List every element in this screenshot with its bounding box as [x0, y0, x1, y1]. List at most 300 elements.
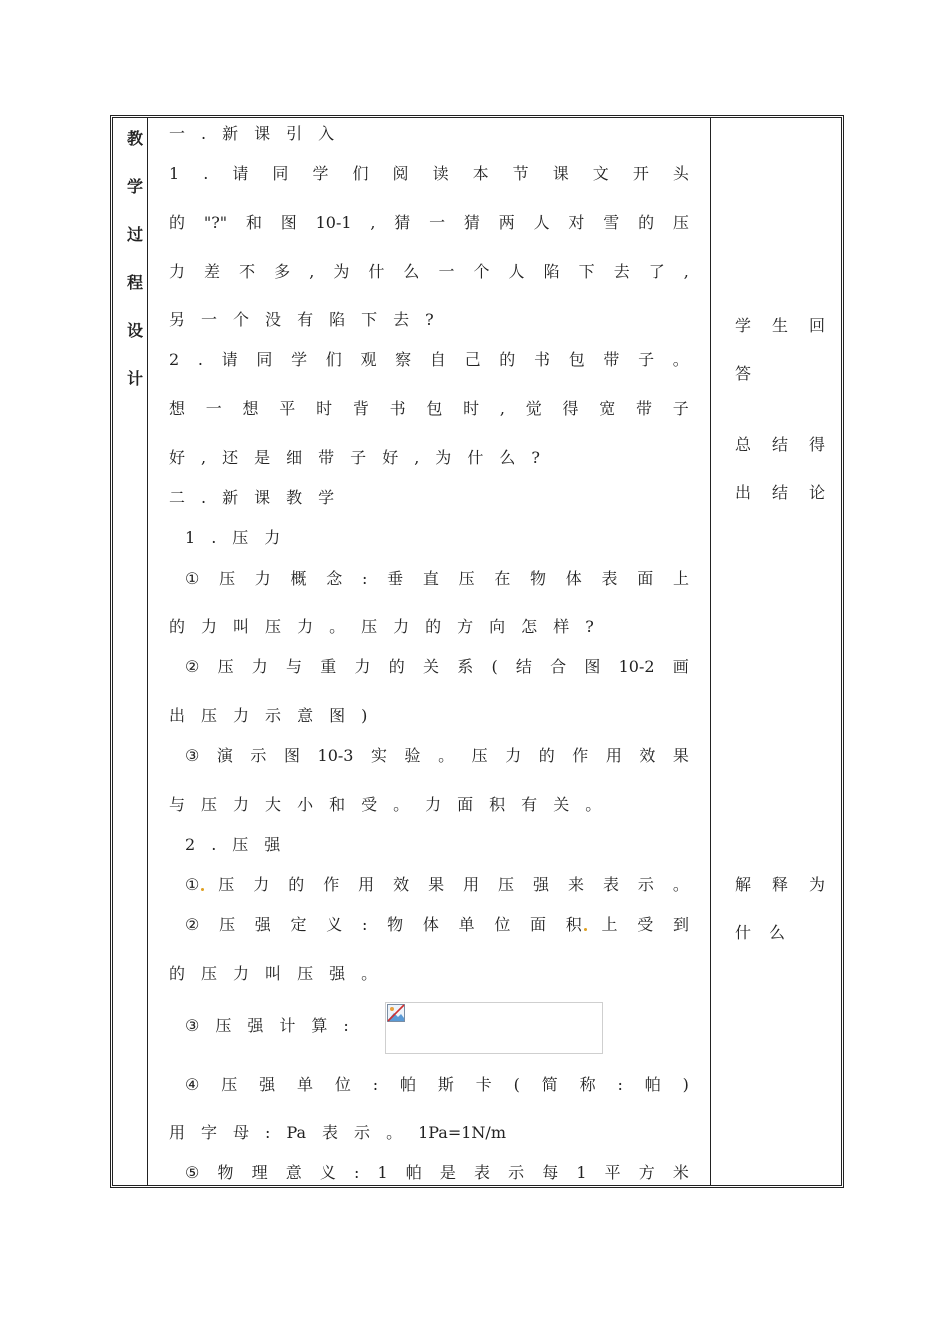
char: 们	[325, 350, 342, 369]
char: 图	[584, 657, 601, 676]
char: 强	[264, 835, 281, 854]
lesson-table	[110, 115, 844, 1188]
char: 结	[515, 657, 532, 676]
char: 论	[808, 483, 825, 502]
char: 面	[457, 795, 474, 814]
char: 2	[185, 835, 196, 854]
char: 子	[672, 399, 689, 418]
char: 斯	[437, 1075, 454, 1094]
char: 物	[387, 915, 404, 934]
char: 本	[472, 164, 489, 183]
char: 在	[494, 569, 511, 588]
char: 答	[735, 364, 752, 383]
char: 二	[169, 488, 186, 507]
char: 强	[329, 964, 346, 983]
char: 单	[296, 1075, 313, 1094]
char: 帕	[399, 1075, 416, 1094]
char: 压	[201, 795, 218, 814]
char: 与	[169, 795, 186, 814]
char: 叫	[233, 617, 250, 636]
mark-dot	[201, 888, 204, 891]
char: 背	[352, 399, 369, 418]
char: 向	[489, 617, 506, 636]
char: 2	[169, 350, 180, 369]
char: 系	[457, 657, 474, 676]
char: 用	[358, 875, 375, 894]
char: ④	[185, 1075, 200, 1094]
char: 压	[221, 1075, 238, 1094]
char: 么	[769, 923, 786, 942]
char: 。	[672, 875, 689, 894]
char: 多	[274, 262, 291, 281]
char: 带	[318, 448, 335, 467]
char: 强	[247, 1016, 264, 1035]
char: 积	[565, 915, 582, 934]
char: ⑤	[185, 1163, 200, 1182]
char: 生	[771, 316, 788, 335]
char: 一	[205, 399, 222, 418]
char: .	[211, 528, 217, 547]
char: .	[211, 835, 217, 854]
char: 算	[311, 1016, 328, 1035]
char: 方	[457, 617, 474, 636]
char: 效	[639, 746, 656, 765]
text-line	[169, 310, 689, 330]
char: 。	[329, 617, 346, 636]
char: 个	[473, 262, 490, 281]
char: ③	[185, 1016, 200, 1035]
char: 么	[403, 262, 420, 281]
char: 关	[422, 657, 439, 676]
char: 表	[601, 569, 618, 588]
char: 另	[169, 310, 186, 329]
char: 己	[464, 350, 481, 369]
char: 积	[489, 795, 506, 814]
char: 力	[393, 617, 410, 636]
char: 有	[297, 310, 314, 329]
char: 包	[568, 350, 585, 369]
char: 压	[232, 528, 249, 547]
char: 压	[201, 964, 218, 983]
char: 压	[232, 835, 249, 854]
char: ①	[185, 875, 200, 894]
char: ?	[585, 617, 594, 636]
char: 阅	[392, 164, 409, 183]
char: ,	[201, 448, 207, 467]
char: )	[361, 706, 368, 725]
char: 子	[350, 448, 367, 467]
char: 概	[290, 569, 307, 588]
char: 帕	[644, 1075, 661, 1094]
char: :	[362, 915, 368, 934]
char: 图	[329, 706, 346, 725]
char: 引	[286, 124, 303, 143]
char: 和	[329, 795, 346, 814]
char: 两	[498, 213, 515, 232]
text-line	[185, 1075, 689, 1095]
char: .	[203, 164, 209, 183]
char: 时	[463, 399, 480, 418]
char: 压	[265, 617, 282, 636]
char: 为	[435, 448, 452, 467]
text-line	[169, 488, 689, 508]
char: (	[513, 1075, 520, 1094]
char: 力	[169, 262, 186, 281]
char: 作	[572, 746, 589, 765]
char: 力	[264, 528, 281, 547]
char: 人	[533, 213, 550, 232]
char: 书	[533, 350, 550, 369]
char: 力	[297, 617, 314, 636]
char: 验	[404, 746, 421, 765]
side-label-char: 设	[126, 321, 143, 340]
char: 直	[422, 569, 439, 588]
char: 来	[567, 875, 584, 894]
text-line	[169, 164, 689, 184]
char: 一	[429, 213, 446, 232]
char: 什	[368, 262, 385, 281]
char: 了	[648, 262, 665, 281]
note-line	[735, 483, 825, 503]
char: ②	[185, 915, 200, 934]
char: 什	[735, 923, 752, 942]
char: 物	[217, 1163, 234, 1182]
char: 1Pa=1N/m	[418, 1123, 506, 1142]
text-line	[169, 448, 689, 468]
char: 。	[361, 964, 378, 983]
char: 效	[393, 875, 410, 894]
char: 一	[438, 262, 455, 281]
text-line	[169, 350, 689, 370]
char: 没	[265, 310, 282, 329]
char: 课	[254, 488, 271, 507]
char: 是	[439, 1163, 456, 1182]
char: 用	[463, 875, 480, 894]
char: 1	[576, 1163, 587, 1182]
char: 表	[602, 875, 619, 894]
char: 示	[354, 1123, 371, 1142]
char: 方	[638, 1163, 655, 1182]
char: 一	[169, 124, 186, 143]
text-line	[169, 706, 689, 726]
char: 节	[512, 164, 529, 183]
char: 力	[233, 795, 250, 814]
char: 的	[499, 350, 516, 369]
char: 的	[388, 657, 405, 676]
char: ②	[185, 657, 200, 676]
char: 力	[505, 746, 522, 765]
char: .	[201, 124, 207, 143]
char: 表	[322, 1123, 339, 1142]
char: 力	[425, 795, 442, 814]
char: 体	[422, 915, 439, 934]
char: 教	[286, 488, 303, 507]
char: 合	[550, 657, 567, 676]
text-line	[185, 569, 689, 589]
char: ①	[185, 569, 200, 588]
char: 人	[508, 262, 525, 281]
char: 请	[221, 350, 238, 369]
char: 总	[735, 435, 752, 454]
char: 同	[256, 350, 273, 369]
char: 示	[250, 746, 267, 765]
char: 学	[318, 488, 335, 507]
note-line	[735, 875, 825, 895]
char: 的	[169, 964, 186, 983]
char: 样	[553, 617, 570, 636]
char: 。	[438, 746, 455, 765]
char: )	[682, 1075, 689, 1094]
char: 书	[389, 399, 406, 418]
char: 们	[352, 164, 369, 183]
char: 的	[538, 746, 555, 765]
char: 米	[672, 1163, 689, 1182]
char: 简	[541, 1075, 558, 1094]
char: 去	[393, 310, 410, 329]
char: 猜	[463, 213, 480, 232]
char: :	[362, 569, 368, 588]
char: 字	[201, 1123, 218, 1142]
char: 出	[735, 483, 752, 502]
char: 细	[286, 448, 303, 467]
char: 请	[232, 164, 249, 183]
char: 叫	[265, 964, 282, 983]
char: 带	[603, 350, 620, 369]
char: 怎	[521, 617, 538, 636]
side-label-char: 计	[126, 369, 143, 388]
char: 体	[565, 569, 582, 588]
char: :	[372, 1075, 379, 1094]
text-line	[185, 835, 689, 855]
char: 物	[530, 569, 547, 588]
char: 示	[508, 1163, 525, 1182]
char: 受	[361, 795, 378, 814]
char: 想	[169, 399, 186, 418]
char: ③	[185, 746, 200, 765]
text-line	[169, 399, 689, 419]
text-line	[169, 964, 689, 984]
char: 为	[333, 262, 350, 281]
char: 受	[637, 915, 654, 934]
char: 10-2	[618, 657, 655, 676]
char: 想	[242, 399, 259, 418]
char: 下	[361, 310, 378, 329]
char: 母	[233, 1123, 250, 1142]
char: 有	[521, 795, 538, 814]
char: 宽	[599, 399, 616, 418]
char: 面	[530, 915, 547, 934]
text-line	[169, 124, 689, 144]
side-label-char: 教	[126, 129, 143, 148]
char: 解	[735, 875, 752, 894]
char: :	[353, 1163, 360, 1182]
text-line	[169, 1123, 689, 1143]
char: :	[343, 1016, 349, 1035]
char: 观	[360, 350, 377, 369]
char: 10-3	[317, 746, 354, 765]
side-label-char: 过	[126, 225, 143, 244]
char: 压	[458, 569, 475, 588]
note-line	[735, 923, 825, 943]
char: 是	[254, 448, 271, 467]
text-line	[185, 875, 689, 895]
char: 称	[579, 1075, 596, 1094]
char: 平	[604, 1163, 621, 1182]
char: 压	[297, 964, 314, 983]
char: 猜	[394, 213, 411, 232]
char: 得	[562, 399, 579, 418]
char: 读	[432, 164, 449, 183]
char: .	[201, 488, 207, 507]
char: 个	[233, 310, 250, 329]
char: 新	[222, 124, 239, 143]
char: 力	[251, 657, 268, 676]
char: 表	[474, 1163, 491, 1182]
char: ?	[425, 310, 434, 329]
char: 小	[297, 795, 314, 814]
text-line	[169, 617, 689, 637]
char: 压	[201, 706, 218, 725]
text-line	[185, 528, 689, 548]
char: ,	[309, 262, 315, 281]
char: 念	[326, 569, 343, 588]
side-label-char: 程	[126, 273, 143, 292]
char: 的	[425, 617, 442, 636]
char: 还	[222, 448, 239, 467]
char: 的	[169, 213, 186, 232]
char: 计	[279, 1016, 296, 1035]
char: :	[265, 1123, 271, 1142]
char: 。	[585, 795, 602, 814]
char: 压	[217, 657, 234, 676]
char: 平	[279, 399, 296, 418]
char: 压	[672, 213, 689, 232]
char: 对	[568, 213, 585, 232]
char: 示	[637, 875, 654, 894]
char: 开	[632, 164, 649, 183]
note-line	[735, 316, 825, 336]
char: 定	[290, 915, 307, 934]
char: 好	[169, 448, 186, 467]
char: 大	[265, 795, 282, 814]
char: 卡	[475, 1075, 492, 1094]
char: 每	[542, 1163, 559, 1182]
char: 用	[169, 1123, 186, 1142]
char: ,	[499, 399, 505, 418]
char: 关	[553, 795, 570, 814]
char: 。	[672, 350, 689, 369]
char: 到	[672, 915, 689, 934]
char: 义	[326, 915, 343, 934]
char: 意	[297, 706, 314, 725]
char: 带	[636, 399, 653, 418]
broken-image-icon	[387, 1004, 405, 1022]
text-line	[185, 746, 689, 766]
char: 的	[169, 617, 186, 636]
char: 得	[808, 435, 825, 454]
text-line	[169, 262, 689, 282]
char: 课	[552, 164, 569, 183]
char: 头	[672, 164, 689, 183]
char: 果	[672, 746, 689, 765]
side-label-char: 学	[126, 177, 143, 196]
char: 同	[272, 164, 289, 183]
char: 果	[428, 875, 445, 894]
text-line	[169, 795, 689, 815]
char: 文	[592, 164, 609, 183]
char: 力	[233, 706, 250, 725]
char: 演	[216, 746, 233, 765]
char: 的	[288, 875, 305, 894]
char: 学	[312, 164, 329, 183]
char: 察	[395, 350, 412, 369]
char: 1	[169, 164, 180, 183]
char: 觉	[525, 399, 542, 418]
text-line	[185, 1163, 689, 1183]
note-line	[735, 435, 825, 455]
char: 压	[219, 915, 236, 934]
text-line	[185, 657, 689, 677]
char: 一	[201, 310, 218, 329]
char: 雪	[603, 213, 620, 232]
char: 压	[219, 569, 236, 588]
char: 与	[286, 657, 303, 676]
note-line	[735, 364, 825, 384]
char: 压	[361, 617, 378, 636]
char: 帕	[405, 1163, 422, 1182]
char: 课	[254, 124, 271, 143]
char: 结	[771, 435, 788, 454]
char: 示	[265, 706, 282, 725]
char: 位	[494, 915, 511, 934]
mark-dot	[584, 928, 587, 931]
char: Pa	[286, 1123, 307, 1142]
char: :	[617, 1075, 623, 1094]
char: ,	[370, 213, 376, 232]
char: 力	[354, 657, 371, 676]
char: 力	[233, 964, 250, 983]
char: 和	[245, 213, 262, 232]
char: 学	[291, 350, 308, 369]
formula-image-placeholder	[385, 1002, 603, 1054]
char: 子	[638, 350, 655, 369]
char: 图	[280, 213, 297, 232]
char: 差	[204, 262, 221, 281]
char: 陷	[543, 262, 560, 281]
char: ?	[531, 448, 540, 467]
char: 力	[253, 875, 270, 894]
char: 用	[605, 746, 622, 765]
char: 上	[601, 915, 618, 934]
char: 1	[377, 1163, 388, 1182]
column-divider-left	[147, 118, 148, 1185]
char: (	[491, 657, 498, 676]
char: 力	[201, 617, 218, 636]
char: 1	[185, 528, 196, 547]
char: 力	[254, 569, 271, 588]
char: 10-1	[315, 213, 352, 232]
char: 垂	[387, 569, 404, 588]
char: 时	[316, 399, 333, 418]
char: 作	[323, 875, 340, 894]
char: 意	[285, 1163, 302, 1182]
char: 强	[259, 1075, 276, 1094]
char: 出	[169, 706, 186, 725]
char: 为	[808, 875, 825, 894]
text-line	[169, 213, 689, 233]
char: 面	[637, 569, 654, 588]
char: 入	[318, 124, 335, 143]
